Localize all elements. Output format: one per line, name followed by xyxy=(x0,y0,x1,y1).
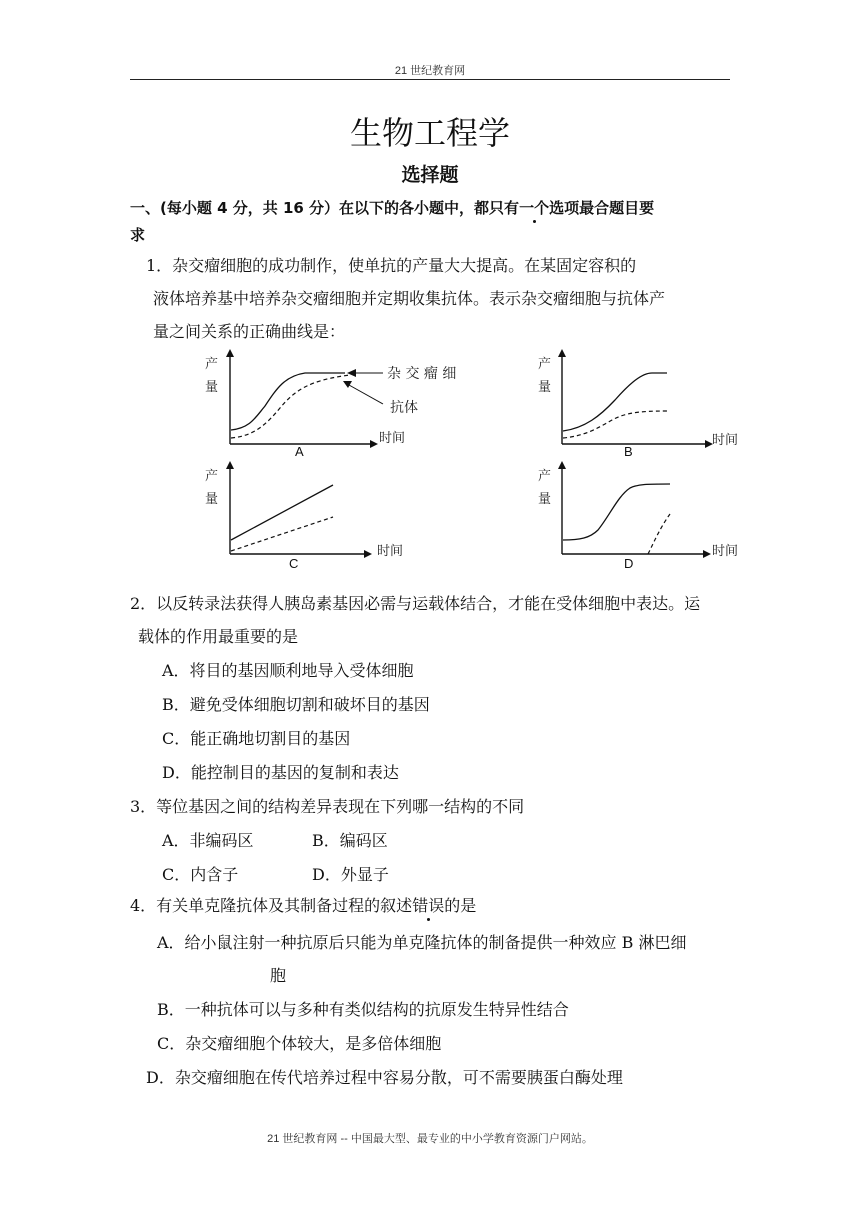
graph-d-label: D xyxy=(624,556,634,571)
graph-b-antibody-curve xyxy=(563,411,667,438)
graph-c-ylabel-1: 产 xyxy=(205,469,219,484)
q1-line1: 1．杂交瘤细胞的成功制作，使单抗的产量大大提高。在某固定容积的 xyxy=(146,256,637,275)
graph-a-ylabel-1: 产 xyxy=(205,357,219,372)
graph-a-ylabel-2: 量 xyxy=(205,380,219,395)
graph-a-cell-annotation: 杂 交 瘤 细 xyxy=(387,366,457,382)
q4-stem-text-a: 4．有关单克隆抗体及其制备过程的叙述 xyxy=(130,896,413,915)
graph-b-ylabel-1: 产 xyxy=(538,357,552,372)
q2-option-c: C．能正确地切割目的基因 xyxy=(162,729,351,748)
graph-a-label: A xyxy=(295,444,304,459)
graph-a-antibody-curve xyxy=(231,375,350,438)
q4-option-d: D．杂交瘤细胞在传代培养过程中容易分散，可不需要胰蛋白酶处理 xyxy=(146,1068,623,1087)
section-heading xyxy=(130,197,654,218)
graph-a-cell-curve xyxy=(231,373,345,430)
graph-d xyxy=(530,460,750,575)
q2-line2: 载体的作用最重要的是 xyxy=(138,627,299,646)
graph-d-cell-curve xyxy=(563,484,670,540)
page-title: 生物工程学 xyxy=(349,114,510,152)
graph-c-xlabel: 时间 xyxy=(377,544,404,559)
section-heading-emphasis: 一个 xyxy=(519,199,550,217)
q3-stem: 3．等位基因之间的结构差异表现在下列哪一结构的不同 xyxy=(130,797,525,816)
section-subtitle: 选择题 xyxy=(401,164,459,186)
q4-stem-emphasis: 错误 xyxy=(412,896,445,915)
q3-option-a: A．非编码区 xyxy=(162,831,254,850)
q1-line2: 液体培养基中培养杂交瘤细胞并定期收集抗体。表示杂交瘤细胞与抗体产 xyxy=(153,289,666,308)
page-header: 21 世纪教育网 xyxy=(394,65,466,77)
graph-c-cell-line xyxy=(231,485,333,540)
graph-c-label: C xyxy=(289,556,299,571)
graph-c-antibody-line xyxy=(231,517,333,551)
q2-option-a: A．将目的基因顺利地导入受体细胞 xyxy=(162,661,414,680)
page-footer: 21 世纪教育网 -- 中国最大型、最专业的中小学教育资源门户网站。 xyxy=(267,1133,593,1145)
q4-stem xyxy=(130,893,476,916)
q2-option-d: D．能控制目的基因的复制和表达 xyxy=(162,763,399,782)
q1-line3: 量之间关系的正确曲线是： xyxy=(153,322,346,341)
section-heading-line2: 求 xyxy=(130,226,146,244)
graph-b-cell-curve xyxy=(563,373,667,431)
q3-option-c: C．内含子 xyxy=(162,865,239,884)
graph-c xyxy=(195,460,435,575)
graph-a-antibody-annotation: 抗体 xyxy=(390,400,418,416)
header-rule xyxy=(130,79,730,80)
section-heading-text-a: 一、(每小题 4 分，共 16 分）在以下的各小题中，都只有 xyxy=(130,199,520,217)
q2-option-b: B．避免受体细胞切割和破坏目的基因 xyxy=(162,695,430,714)
graph-a-xlabel: 时间 xyxy=(379,431,406,446)
graph-b xyxy=(530,348,750,463)
q3-option-d: D．外显子 xyxy=(312,865,389,884)
q3-option-b: B．编码区 xyxy=(312,831,388,850)
q4-option-b: B．一种抗体可以与多种有类似结构的抗原发生特异性结合 xyxy=(157,1000,569,1019)
q4-option-a-line2: 胞 xyxy=(270,966,287,985)
q2-line1: 2．以反转录法获得人胰岛素基因必需与运载体结合，才能在受体细胞中表达。运 xyxy=(130,594,701,613)
graph-d-ylabel-2: 量 xyxy=(538,492,552,507)
graph-d-antibody-curve xyxy=(648,514,670,554)
graph-d-xlabel: 时间 xyxy=(712,544,739,559)
graph-d-ylabel-1: 产 xyxy=(538,469,552,484)
q4-stem-text-b: 的是 xyxy=(444,896,477,915)
graph-b-ylabel-2: 量 xyxy=(538,380,552,395)
section-heading-text-b: 选项最合题目要 xyxy=(549,199,655,217)
graph-b-xlabel: 时间 xyxy=(712,433,739,448)
graph-a xyxy=(195,348,485,463)
q4-option-c: C．杂交瘤细胞个体较大，是多倍体细胞 xyxy=(157,1034,442,1053)
q4-option-a-line1: A．给小鼠注射一种抗原后只能为单克隆抗体的制备提供一种效应 B 淋巴细 xyxy=(157,933,687,952)
graph-c-ylabel-2: 量 xyxy=(205,492,219,507)
graph-b-label: B xyxy=(624,444,633,459)
